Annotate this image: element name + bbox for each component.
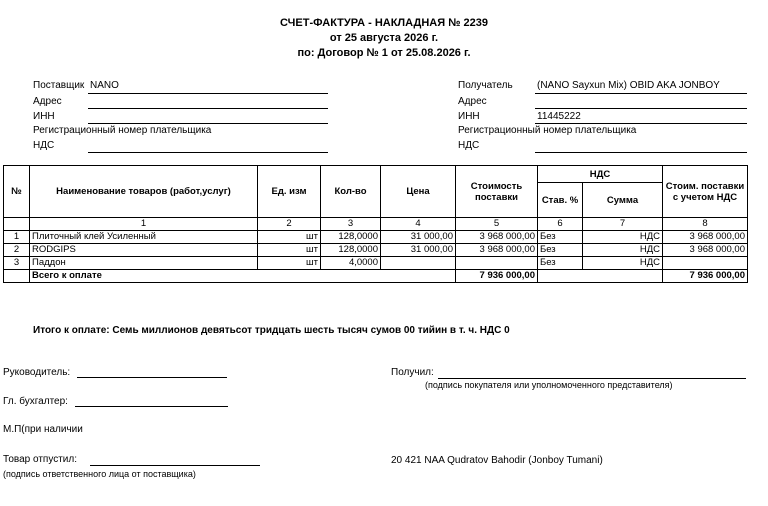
row-unit: шт: [258, 231, 321, 244]
row-price: [381, 257, 456, 270]
document-contract: по: Договор № 1 от 25.08.2026 г.: [297, 47, 471, 59]
row-cost: 3 968 000,00: [456, 244, 538, 257]
supplier-inn-label: ИНН: [33, 111, 55, 122]
column-number: 7: [583, 218, 663, 231]
row-cost: [456, 257, 538, 270]
received-label: Получил:: [391, 367, 434, 378]
total-with-nds: 7 936 000,00: [663, 270, 748, 283]
table-row: [4, 244, 748, 257]
row-rate: Без: [538, 244, 583, 257]
row-sum: НДС: [583, 244, 663, 257]
row-name: Паддон: [30, 257, 258, 270]
header-price: Цена: [381, 166, 456, 218]
table-row: [4, 257, 748, 270]
supplier-reg-label: Регистрационный номер плательщика: [33, 125, 212, 136]
released-signature-line: [90, 465, 260, 466]
director-signature-line: [77, 377, 227, 378]
document-title: СЧЕТ-ФАКТУРА - НАКЛАДНАЯ № 2239: [280, 17, 488, 29]
recipient-nds-label: НДС: [458, 140, 480, 151]
row-total: 3 968 000,00: [663, 244, 748, 257]
recipient-nds-line: [535, 152, 747, 153]
column-numbers-row: [4, 218, 748, 231]
received-note: (подпись покупателя или уполномоченного представителя): [425, 380, 673, 390]
director-label: Руководитель:: [3, 367, 71, 378]
header-total: Стоим. поставки с учетом НДС: [663, 166, 748, 218]
recipient-name-line: [535, 93, 747, 94]
row-unit: шт: [258, 257, 321, 270]
supplier-address-line: [88, 108, 328, 109]
row-sum: НДС: [583, 257, 663, 270]
supplier-nds-line: [88, 152, 328, 153]
recipient-inn-line: [535, 123, 747, 124]
total-row: [4, 270, 748, 283]
total-cost: 7 936 000,00: [456, 270, 538, 283]
supplier-nds-label: НДС: [33, 140, 55, 151]
total-spacer: [4, 270, 30, 283]
total-label: Всего к оплате: [30, 270, 456, 283]
row-num: 1: [4, 231, 30, 244]
column-number: [4, 218, 30, 231]
supplier-address-label: Адрес: [33, 96, 62, 107]
row-num: 2: [4, 244, 30, 257]
row-cost: 3 968 000,00: [456, 231, 538, 244]
column-number: 6: [538, 218, 583, 231]
supplier-name-line: [88, 93, 328, 94]
table-row: [4, 231, 748, 244]
row-sum: НДС: [583, 231, 663, 244]
header-name: Наименование товаров (работ,услуг): [30, 166, 258, 218]
recipient-address-label: Адрес: [458, 96, 487, 107]
column-number: 2: [258, 218, 321, 231]
summary-text: Итого к оплате: Семь миллионов девятьсот тридцать шесть тысяч сумов 00 тийин в т. ч. НДС 0: [33, 325, 510, 336]
recipient-name: (NANO Sayxun Mix) OBID AKA JONBOY: [537, 80, 720, 91]
row-total: 3 968 000,00: [663, 231, 748, 244]
supplier-label: Поставщик: [33, 80, 85, 91]
header-unit: Ед. изм: [258, 166, 321, 218]
row-qty: 128,0000: [321, 231, 381, 244]
column-number: 8: [663, 218, 748, 231]
document-date: от 25 августа 2026 г.: [329, 32, 439, 44]
header-num: №: [4, 166, 30, 218]
recipient-inn: 11445222: [537, 111, 581, 122]
driver-info: 20 421 NAA Qudratov Bahodir (Jonboy Tumani): [391, 455, 603, 466]
released-label: Товар отпустил:: [3, 454, 77, 465]
header-sum: Сумма: [583, 183, 663, 218]
row-name: Плиточный клей Усиленный: [30, 231, 258, 244]
header-cost: Стоимость поставки: [456, 166, 538, 218]
recipient-inn-label: ИНН: [458, 111, 480, 122]
column-number: 5: [456, 218, 538, 231]
row-unit: шт: [258, 244, 321, 257]
row-price: 31 000,00: [381, 231, 456, 244]
header-nds: НДС: [538, 166, 663, 183]
row-price: 31 000,00: [381, 244, 456, 257]
accountant-label: Гл. бухгалтер:: [3, 396, 68, 407]
recipient-address-line: [535, 108, 747, 109]
supplier-name: NANO: [90, 80, 119, 91]
row-rate: Без: [538, 231, 583, 244]
column-number: 4: [381, 218, 456, 231]
row-qty: 128,0000: [321, 244, 381, 257]
supplier-inn-line: [88, 123, 328, 124]
recipient-reg-label: Регистрационный номер плательщика: [458, 125, 637, 136]
row-name: RODGIPS: [30, 244, 258, 257]
column-number: 1: [30, 218, 258, 231]
row-rate: Без: [538, 257, 583, 270]
row-total: [663, 257, 748, 270]
column-number: 3: [321, 218, 381, 231]
accountant-signature-line: [75, 406, 228, 407]
invoice-table: [3, 165, 748, 283]
header-qty: Кол-во: [321, 166, 381, 218]
row-qty: 4,0000: [321, 257, 381, 270]
recipient-label: Получатель: [458, 80, 513, 91]
row-num: 3: [4, 257, 30, 270]
total-nds-spacer: [538, 270, 663, 283]
received-signature-line: [438, 378, 746, 379]
released-note: (подпись ответственного лица от поставщика): [3, 469, 196, 479]
stamp-label: М.П(при наличии: [3, 424, 83, 435]
header-rate: Став. %: [538, 183, 583, 218]
